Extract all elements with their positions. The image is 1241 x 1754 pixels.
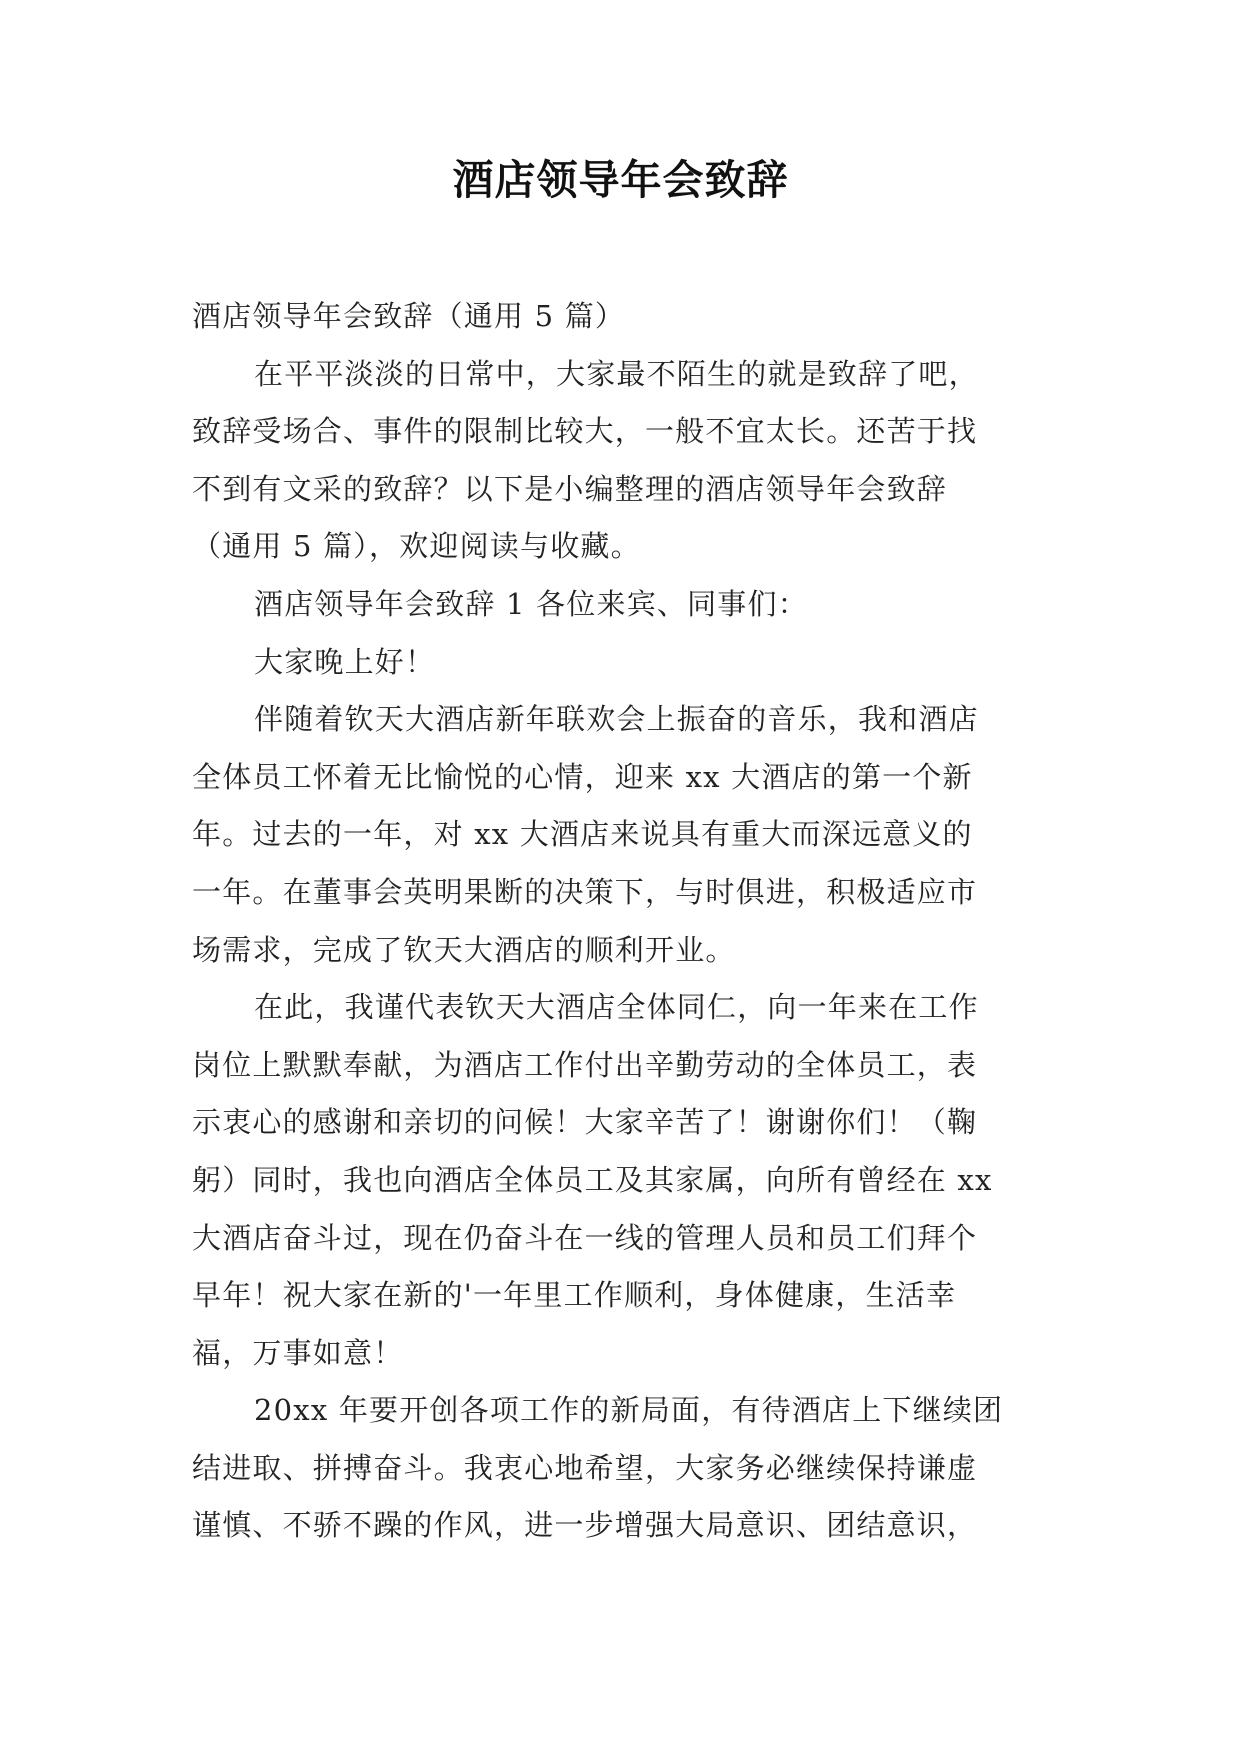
paragraph-line: 年。过去的一年，对 xx 大酒店来说具有重大而深远意义的 [192,817,973,852]
paragraph-line: 躬）同时，我也向酒店全体员工及其家属，向所有曾经在 xx [192,1162,993,1197]
paragraph-line: 在平平淡淡的日常中，大家最不陌生的就是致辞了吧， [254,356,979,391]
body-paragraph [192,691,1062,979]
paragraph-line: 酒店领导年会致辞 1 各位来宾、同事们： [254,586,808,621]
intro-paragraph [192,346,1062,576]
paragraph-line: 在此，我谨代表钦天大酒店全体同仁，向一年来在工作 [254,990,979,1025]
paragraph-line: 谨慎、不骄不躁的作风，进一步增强大局意识、团结意识， [192,1508,978,1543]
paragraph-line: 岗位上默默奉献，为酒店工作付出辛勤劳动的全体员工，表 [192,1047,978,1082]
document-title: 酒店领导年会致辞 [452,156,789,204]
paragraph-line: 福，万事如意！ [192,1335,404,1370]
paragraph-line: （通用 5 篇），欢迎阅读与收藏。 [192,529,641,564]
greeting-paragraph [192,634,1062,692]
paragraph-line: 致辞受场合、事件的限制比较大，一般不宜太长。还苦于找 [192,414,978,449]
document-subtitle: 酒店领导年会致辞（通用 5 篇） [192,299,626,333]
document-body [192,288,1062,1555]
paragraph-line: 早年！祝大家在新的'一年里工作顺利，身体健康，生活幸 [192,1278,957,1313]
paragraph-line: 大家晚上好！ [254,644,436,679]
paragraph-line: 全体员工怀着无比愉悦的心情，迎来 xx 大酒店的第一个新 [192,759,973,794]
paragraph-line: 一年。在董事会英明果断的决策下，与时俱进，积极适应市 [192,874,978,909]
body-paragraph [192,1382,1062,1555]
body-paragraph [192,979,1062,1382]
paragraph-line: 不到有文采的致辞？以下是小编整理的酒店领导年会致辞 [192,471,948,506]
speech-heading-paragraph [192,576,1062,634]
paragraph-line: 示衷心的感谢和亲切的问候！大家辛苦了！谢谢你们！（鞠 [192,1105,978,1140]
paragraph-line: 大酒店奋斗过，现在仍奋斗在一线的管理人员和员工们拜个 [192,1220,978,1255]
paragraph-line: 场需求，完成了钦天大酒店的顺利开业。 [192,932,736,967]
paragraph-line: 结进取、拼搏奋斗。我衷心地希望，大家务必继续保持谦虚 [192,1450,978,1485]
paragraph-line: 伴随着钦天大酒店新年联欢会上振奋的音乐，我和酒店 [254,702,979,737]
paragraph-line: 20xx 年要开创各项工作的新局面，有待酒店上下继续团 [254,1393,1004,1428]
